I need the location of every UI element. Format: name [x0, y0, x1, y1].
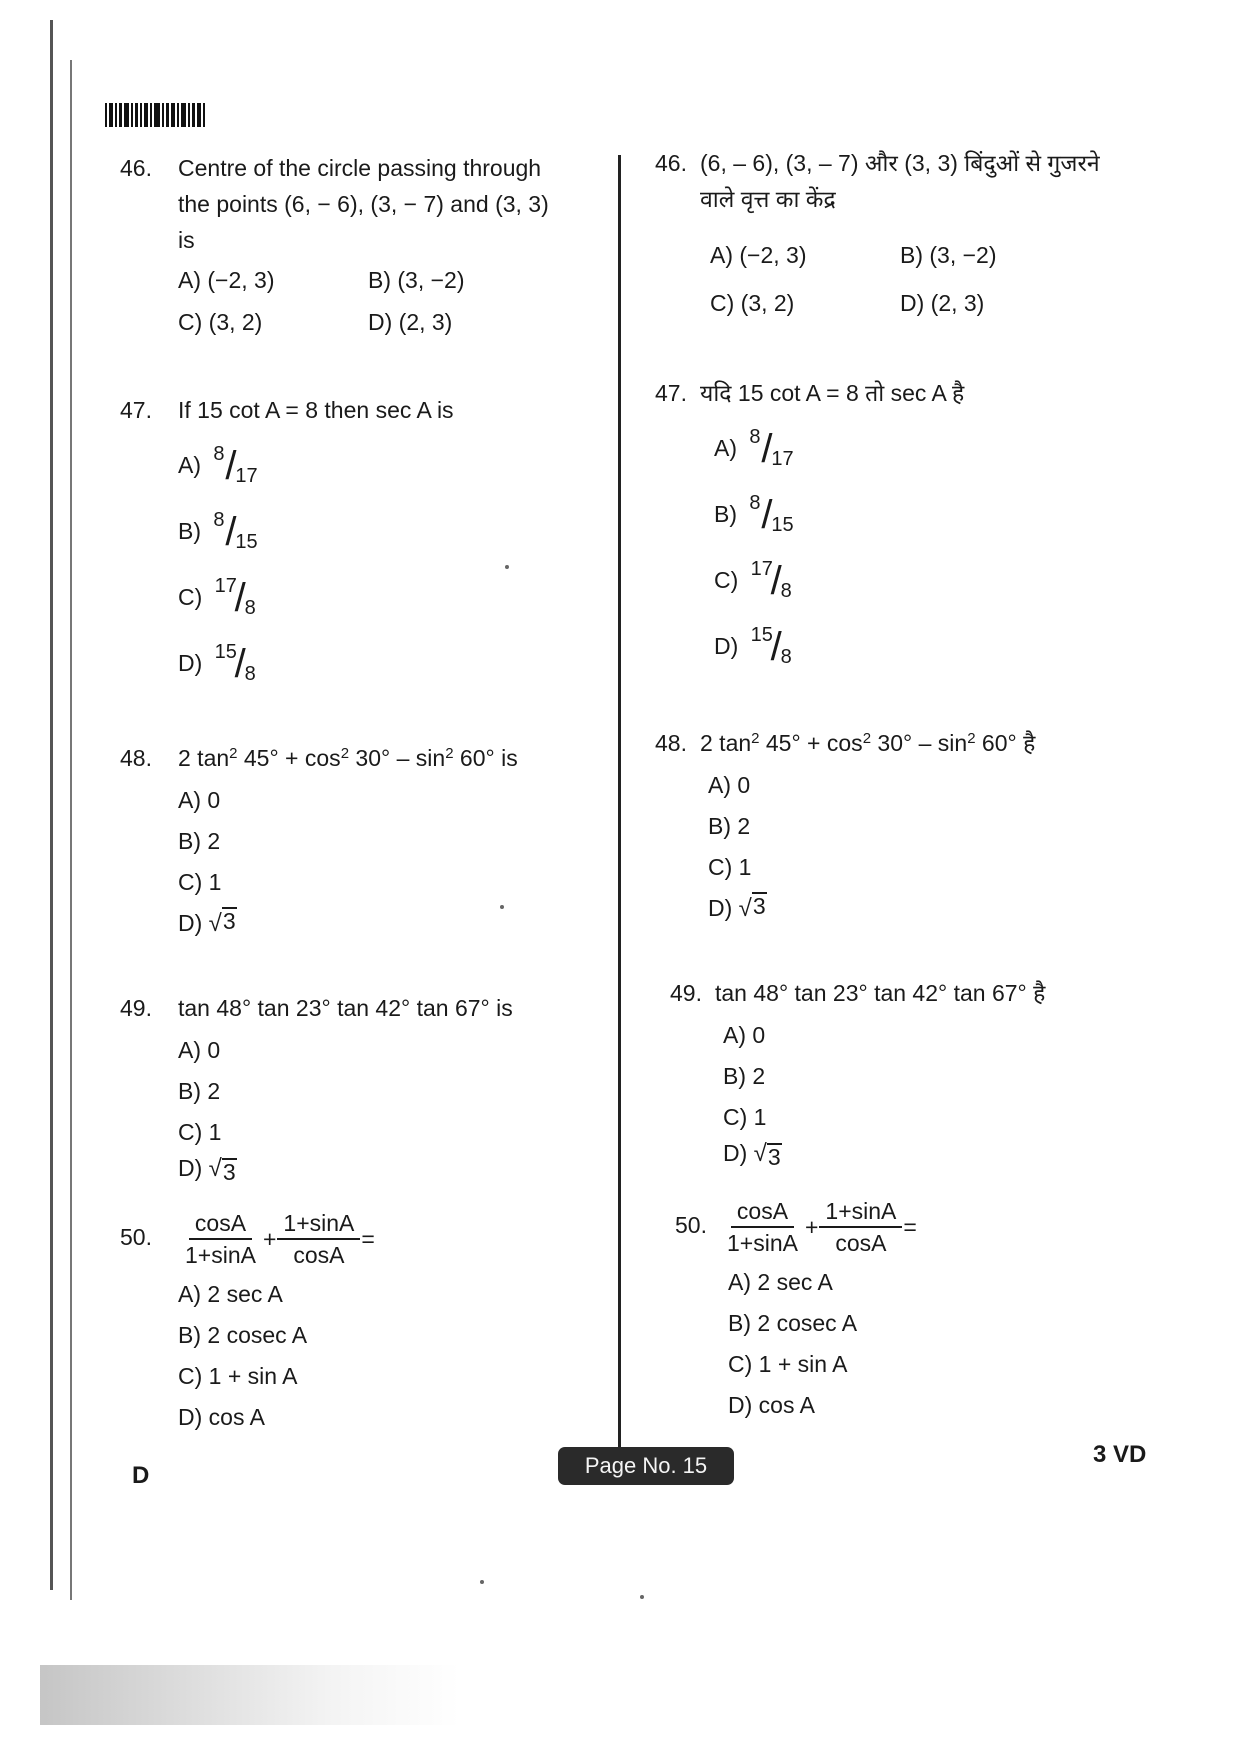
option-c[interactable]: C) 1: [708, 854, 752, 880]
option-label: C): [178, 584, 203, 610]
radical-sign: √ 3: [753, 1140, 781, 1170]
question-number: 47.: [655, 380, 687, 406]
denominator: cosA: [293, 1242, 345, 1268]
option-b[interactable]: B) 2: [178, 828, 221, 854]
option-b[interactable]: B) 2 cosec A: [728, 1310, 858, 1336]
option-a[interactable]: A) 0: [178, 1037, 221, 1063]
question-number: 50.: [120, 1224, 152, 1250]
denominator: 15: [235, 530, 258, 553]
option-b[interactable]: B) (3, −2): [900, 242, 997, 268]
question-48: [120, 740, 590, 944]
option-label: D): [178, 910, 203, 936]
numerator: 1+sinA: [819, 1196, 902, 1228]
equals-sign: =: [903, 1214, 917, 1240]
page-edge-line: [50, 20, 53, 1590]
option-label: C): [714, 567, 739, 593]
question-number: 48.: [655, 730, 687, 756]
numerator: 15: [214, 640, 237, 663]
question-number: 48.: [120, 745, 152, 771]
option-b[interactable]: B) 2 cosec A: [178, 1322, 308, 1348]
scan-speck: [640, 1595, 644, 1599]
options: [710, 237, 1135, 321]
option-a[interactable]: A) (−2, 3): [710, 242, 807, 268]
page-edge-line: [70, 60, 72, 1600]
denominator: 8: [780, 579, 792, 602]
question-number: 46.: [655, 150, 687, 176]
option-label: D): [714, 633, 739, 659]
denominator: 8: [244, 662, 256, 685]
option-b[interactable]: B) 2: [723, 1063, 766, 1089]
question-number: 50.: [675, 1212, 707, 1238]
option-d[interactable]: [178, 903, 590, 944]
option-d[interactable]: [723, 1138, 1135, 1169]
question-46: [655, 145, 1135, 321]
denominator: cosA: [835, 1230, 887, 1256]
question-text: यदि 15 cot A = 8 तो sec A है: [700, 380, 965, 406]
radical-sign: √ 3: [208, 1155, 236, 1185]
option-a[interactable]: [714, 415, 1135, 481]
question-text: Centre of the circle passing through the points (6, − 6), (3, − 7) and (3, 3) is: [178, 155, 549, 253]
option-d[interactable]: D) cos A: [728, 1392, 815, 1418]
fraction: 8 / 15: [213, 508, 258, 554]
option-label: A): [178, 452, 201, 478]
numerator: 15: [750, 623, 773, 646]
fraction: 15 / 8: [214, 640, 256, 686]
column-divider: [618, 155, 621, 1450]
option-label: B): [178, 518, 201, 544]
fraction: 17 / 8: [750, 557, 792, 603]
numerator: cosA: [189, 1208, 252, 1240]
radicand: 3: [222, 908, 236, 934]
option-c[interactable]: C) 1: [723, 1104, 767, 1130]
numerator: 8: [749, 491, 761, 514]
question-47: [655, 375, 1135, 679]
page-number-badge: Page No. 15: [558, 1447, 734, 1485]
question-text: tan 48° tan 23° tan 42° tan 67° is: [178, 995, 513, 1021]
question-50: [120, 1205, 590, 1438]
option-c[interactable]: C) (3, 2): [178, 309, 263, 335]
option-d[interactable]: [708, 888, 1135, 929]
option-label: A): [714, 435, 737, 461]
options: [728, 1262, 1135, 1426]
option-d[interactable]: [178, 630, 590, 696]
radicand: 3: [767, 1144, 781, 1170]
option-b[interactable]: B) 2: [708, 813, 751, 839]
option-d[interactable]: D) (2, 3): [900, 290, 985, 316]
option-c[interactable]: C) 1 + sin A: [728, 1351, 848, 1377]
options: [708, 765, 1135, 929]
question-text: If 15 cot A = 8 then sec A is: [178, 397, 454, 423]
options: [723, 1015, 1135, 1169]
option-d[interactable]: [178, 1153, 590, 1184]
numerator: 8: [749, 425, 761, 448]
option-c[interactable]: C) 1: [178, 869, 222, 895]
scan-shadow: [40, 1665, 460, 1725]
numerator: 17: [750, 557, 773, 580]
options: [178, 1274, 590, 1438]
fraction: 8 / 17: [749, 425, 794, 471]
question-46: [120, 150, 590, 340]
option-label: B): [714, 501, 737, 527]
fraction: [179, 1208, 262, 1270]
option-b[interactable]: [714, 481, 1135, 547]
denominator: 8: [780, 645, 792, 668]
numerator: cosA: [731, 1196, 794, 1228]
question-text: 2 $\tan^2 45^\circ + \cos^2 30^\circ - \sin^2 60^\circ$ is: [178, 745, 518, 771]
option-label: D): [708, 895, 733, 921]
question-text: (6, – 6), (3, – 7) और (3, 3) बिंदुओं से गुजरने वाले वृत्त का केंद्र: [700, 150, 1100, 212]
question-47: [120, 392, 590, 696]
options: [178, 262, 590, 340]
booklet-code: 3 VD: [1093, 1441, 1147, 1468]
denominator: 15: [771, 513, 794, 536]
question-49: [120, 990, 590, 1184]
numerator: 8: [213, 508, 225, 531]
plus-sign: +: [262, 1226, 277, 1252]
option-a[interactable]: A) 0: [708, 772, 751, 798]
option-c[interactable]: C) 1: [178, 1119, 222, 1145]
numerator: 8: [213, 442, 225, 465]
question-number: 49.: [120, 995, 152, 1021]
fraction: 8 / 17: [213, 442, 258, 488]
barcode-icon: [105, 103, 223, 127]
option-a[interactable]: A) (−2, 3): [178, 267, 275, 293]
option-label: D): [178, 650, 203, 676]
fraction: 17 / 8: [214, 574, 256, 620]
option-d[interactable]: [714, 613, 1135, 679]
question-expression: [178, 1208, 375, 1270]
question-number: 49.: [670, 980, 702, 1006]
question-48: [655, 725, 1135, 929]
question-50: [655, 1193, 1135, 1426]
numerator: 17: [214, 574, 237, 597]
option-b[interactable]: B) (3, −2): [368, 267, 465, 293]
options: [178, 432, 590, 696]
option-a[interactable]: A) 2 sec A: [178, 1281, 283, 1307]
option-a[interactable]: A) 0: [178, 787, 221, 813]
options: [178, 1030, 590, 1184]
denominator: 8: [244, 596, 256, 619]
option-a[interactable]: A) 0: [723, 1022, 766, 1048]
equals-sign: =: [361, 1226, 375, 1252]
radicand: 3: [222, 1159, 236, 1185]
option-b[interactable]: [178, 498, 590, 564]
scan-speck: [505, 565, 509, 569]
fraction: [721, 1196, 804, 1258]
fraction: [819, 1196, 902, 1258]
fraction: 8 / 15: [749, 491, 794, 537]
option-a[interactable]: [178, 432, 590, 498]
scan-speck: [480, 1580, 484, 1584]
option-d[interactable]: D) (2, 3): [368, 309, 453, 335]
question-number: 47.: [120, 397, 152, 423]
option-a[interactable]: A) 2 sec A: [728, 1269, 833, 1295]
option-d[interactable]: D) cos A: [178, 1404, 265, 1430]
denominator: 1+sinA: [185, 1242, 256, 1268]
denominator: 17: [771, 447, 794, 470]
question-text: tan 48° tan 23° tan 42° tan 67° है: [715, 980, 1046, 1006]
question-49: [655, 975, 1135, 1169]
option-c[interactable]: C) 1 + sin A: [178, 1363, 298, 1389]
numerator: 1+sinA: [277, 1208, 360, 1240]
options: [714, 415, 1135, 679]
radical-sign: √ 3: [738, 893, 766, 922]
question-expression: [720, 1196, 917, 1258]
option-b[interactable]: B) 2: [178, 1078, 221, 1104]
option-c[interactable]: C) (3, 2): [710, 290, 795, 316]
option-label: D): [178, 1155, 203, 1181]
denominator: 17: [235, 464, 258, 487]
radical-sign: √ 3: [208, 908, 236, 937]
denominator: 1+sinA: [727, 1230, 798, 1256]
option-c[interactable]: [178, 564, 590, 630]
fraction: [277, 1208, 360, 1270]
scan-speck: [500, 905, 504, 909]
option-c[interactable]: [714, 547, 1135, 613]
series-label: D: [132, 1462, 150, 1489]
radicand: 3: [752, 893, 766, 919]
options: [178, 780, 590, 944]
question-number: 46.: [120, 155, 152, 181]
plus-sign: +: [804, 1214, 819, 1240]
fraction: 15 / 8: [750, 623, 792, 669]
option-label: D): [723, 1140, 748, 1166]
question-text: 2 $\tan^2 45^\circ + \cos^2 30^\circ - \sin^2 60^\circ$ है: [700, 730, 1036, 756]
